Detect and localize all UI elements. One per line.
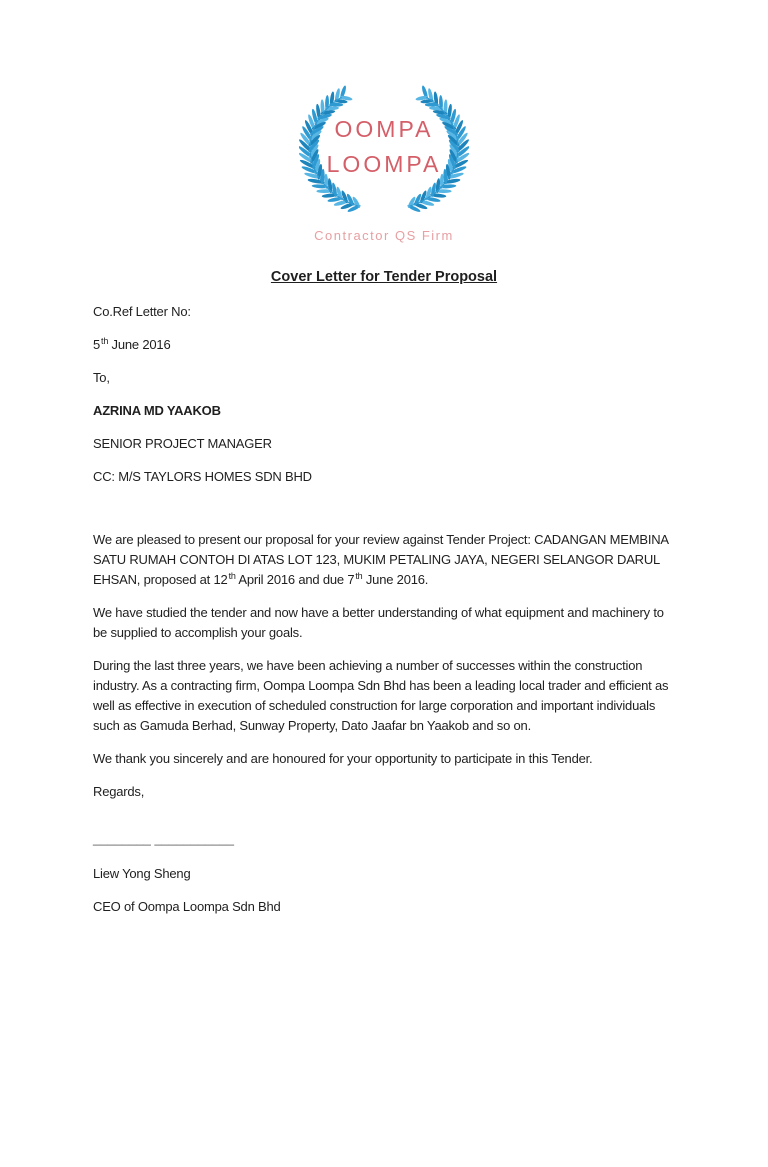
paragraph-thanks: We thank you sincerely and are honoured for your opportunity to participate in this Tender.	[93, 751, 593, 766]
date-rest: June 2016	[108, 337, 171, 352]
ref-line: Co.Ref Letter No:	[93, 304, 191, 319]
cc-line: CC: M/S TAYLORS HOMES SDN BHD	[93, 469, 312, 484]
date-ordinal: th	[101, 335, 109, 346]
p1-text-3: June 2016.	[362, 572, 429, 587]
p1-text-2: April 2016 and due 7	[235, 572, 355, 587]
date-day: 5	[93, 337, 101, 352]
logo-tagline: Contractor QS Firm	[314, 228, 454, 243]
signatory-name: Liew Yong Sheng	[93, 866, 191, 881]
paragraph-project	[93, 530, 681, 590]
p1-sup-1: th	[228, 570, 236, 581]
recipient-name: AZRINA MD YAAKOB	[93, 403, 221, 418]
p1-sup-2: th	[355, 570, 363, 581]
date-line	[93, 335, 681, 355]
p1-text-1: We are pleased to present our proposal for your review against Tender Project: CADANGAN MEMBINA SATU RUMAH CONTOH DI ATAS LOT 123, MUKIM PETALING JAYA, NEGERI SELANGOR DARUL EHSAN, proposed at 12	[93, 532, 669, 587]
recipient-title: SENIOR PROJECT MANAGER	[93, 436, 272, 451]
letter-page	[0, 80, 768, 917]
salutation: To,	[93, 370, 110, 385]
letter-body	[0, 285, 768, 917]
signatory-title: CEO of Oompa Loompa Sdn Bhd	[93, 899, 281, 914]
laurel-wreath-icon	[299, 80, 469, 220]
paragraph-experience: During the last three years, we have been achieving a number of successes within the construction industry. As a contracting firm, Oompa Loompa Sdn Bhd has been a leading local trader and efficient as well as effective in execution of scheduled construction for large corporation and important individuals such as Gamuda Berhad, Sunway Property, Dato Jaafar bn Yaakob and so on.	[93, 658, 669, 733]
signature-line: ________ ___________	[93, 831, 234, 846]
logo-text-line2: LOOMPA	[326, 151, 442, 177]
logo-text-line1: OOMPA	[334, 116, 434, 142]
closing: Regards,	[93, 784, 145, 799]
letter-title: Cover Letter for Tender Proposal	[270, 269, 498, 285]
company-logo	[299, 80, 469, 220]
paragraph-study: We have studied the tender and now have a better understanding of what equipment and machinery to be supplied to accomplish your goals.	[93, 605, 664, 640]
